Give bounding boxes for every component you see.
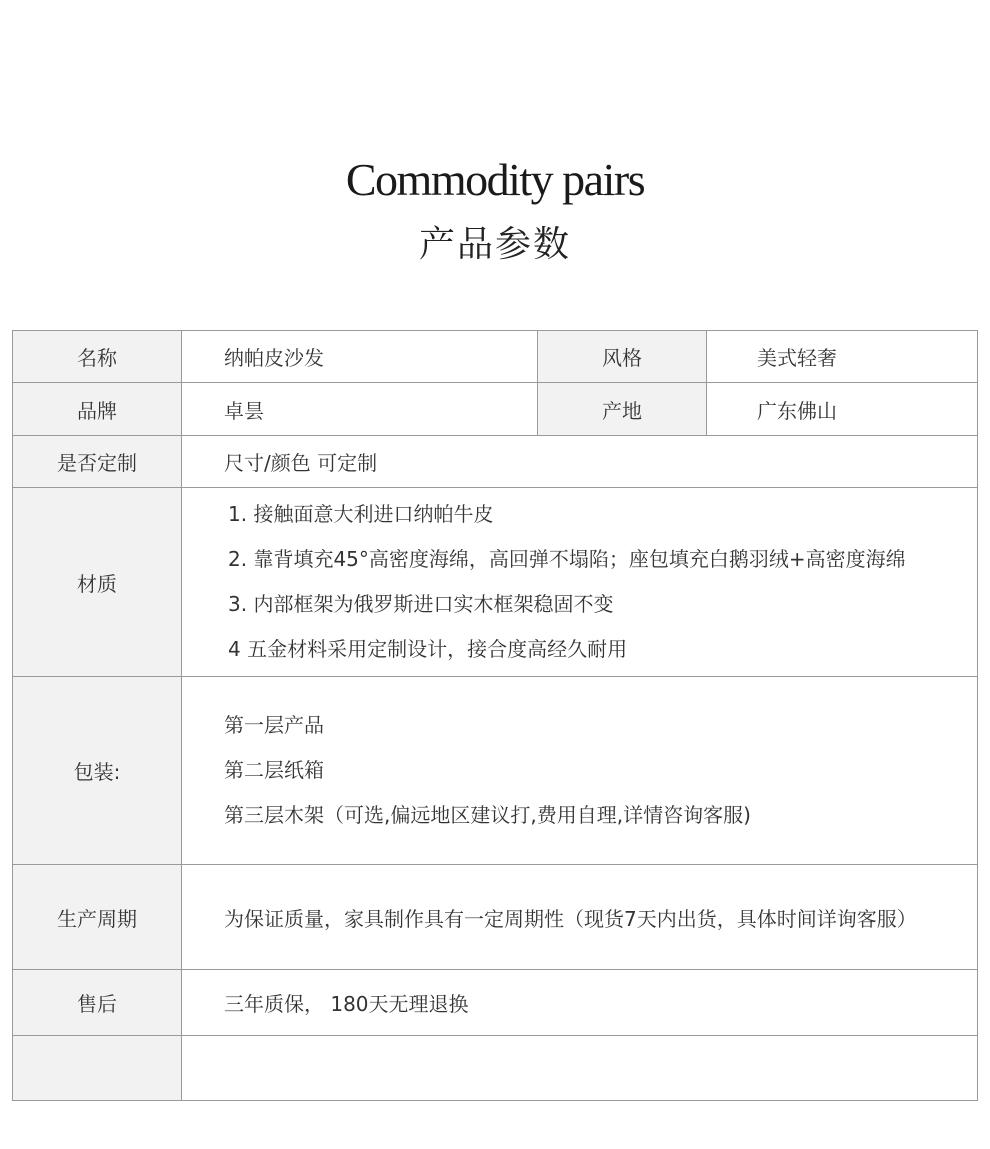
name-value: 纳帕皮沙发: [182, 331, 538, 383]
packaging-line-1: 第一层产品: [224, 713, 324, 737]
origin-label: 产地: [538, 383, 707, 436]
page-title-chinese: 产品参数: [418, 224, 571, 265]
table-row: [13, 677, 978, 865]
customizable-value: 尺寸/颜色 可定制: [182, 436, 978, 488]
empty-value: [182, 1036, 978, 1101]
production-cycle-label: 生产周期: [13, 865, 182, 970]
production-cycle-value: 为保证质量，家具制作具有一定周期性（现货7天内出货，具体时间详询客服）: [182, 865, 978, 970]
material-line-2: 2. 靠背填充45°高密度海绵，高回弹不塌陷；座包填充白鹅羽绒+高密度海绵: [228, 547, 906, 571]
style-label: 风格: [538, 331, 707, 383]
table-row: [13, 1036, 978, 1101]
material-value: [182, 488, 978, 677]
name-label: 名称: [13, 331, 182, 383]
packaging-value: [182, 677, 978, 865]
spec-table: [12, 330, 978, 1101]
empty-label: [13, 1036, 182, 1101]
brand-label: 品牌: [13, 383, 182, 436]
material-line-1: 1. 接触面意大利进口纳帕牛皮: [228, 502, 494, 526]
brand-value: 卓昙: [182, 383, 538, 436]
table-row: [13, 488, 978, 677]
after-sales-value: 三年质保， 180天无理退换: [182, 970, 978, 1036]
table-row: [13, 970, 978, 1036]
table-row: [13, 383, 978, 436]
origin-value: 广东佛山: [707, 383, 978, 436]
page-title-english: Commodity pairs: [345, 154, 645, 205]
table-row: [13, 331, 978, 383]
style-value: 美式轻奢: [707, 331, 978, 383]
customizable-label: 是否定制: [13, 436, 182, 488]
material-line-3: 3. 内部框架为俄罗斯进口实木框架稳固不变: [228, 592, 614, 616]
material-list: [224, 492, 977, 672]
table-row: [13, 436, 978, 488]
packaging-label: 包装:: [13, 677, 182, 865]
material-line-4: 4 五金材料采用定制设计，接合度高经久耐用: [228, 637, 628, 661]
material-label: 材质: [13, 488, 182, 677]
packaging-line-3: 第三层木架（可选,偏远地区建议打,费用自理,详情咨询客服): [224, 803, 751, 827]
packaging-line-2: 第二层纸箱: [224, 758, 324, 782]
table-row: [13, 865, 978, 970]
after-sales-label: 售后: [13, 970, 182, 1036]
